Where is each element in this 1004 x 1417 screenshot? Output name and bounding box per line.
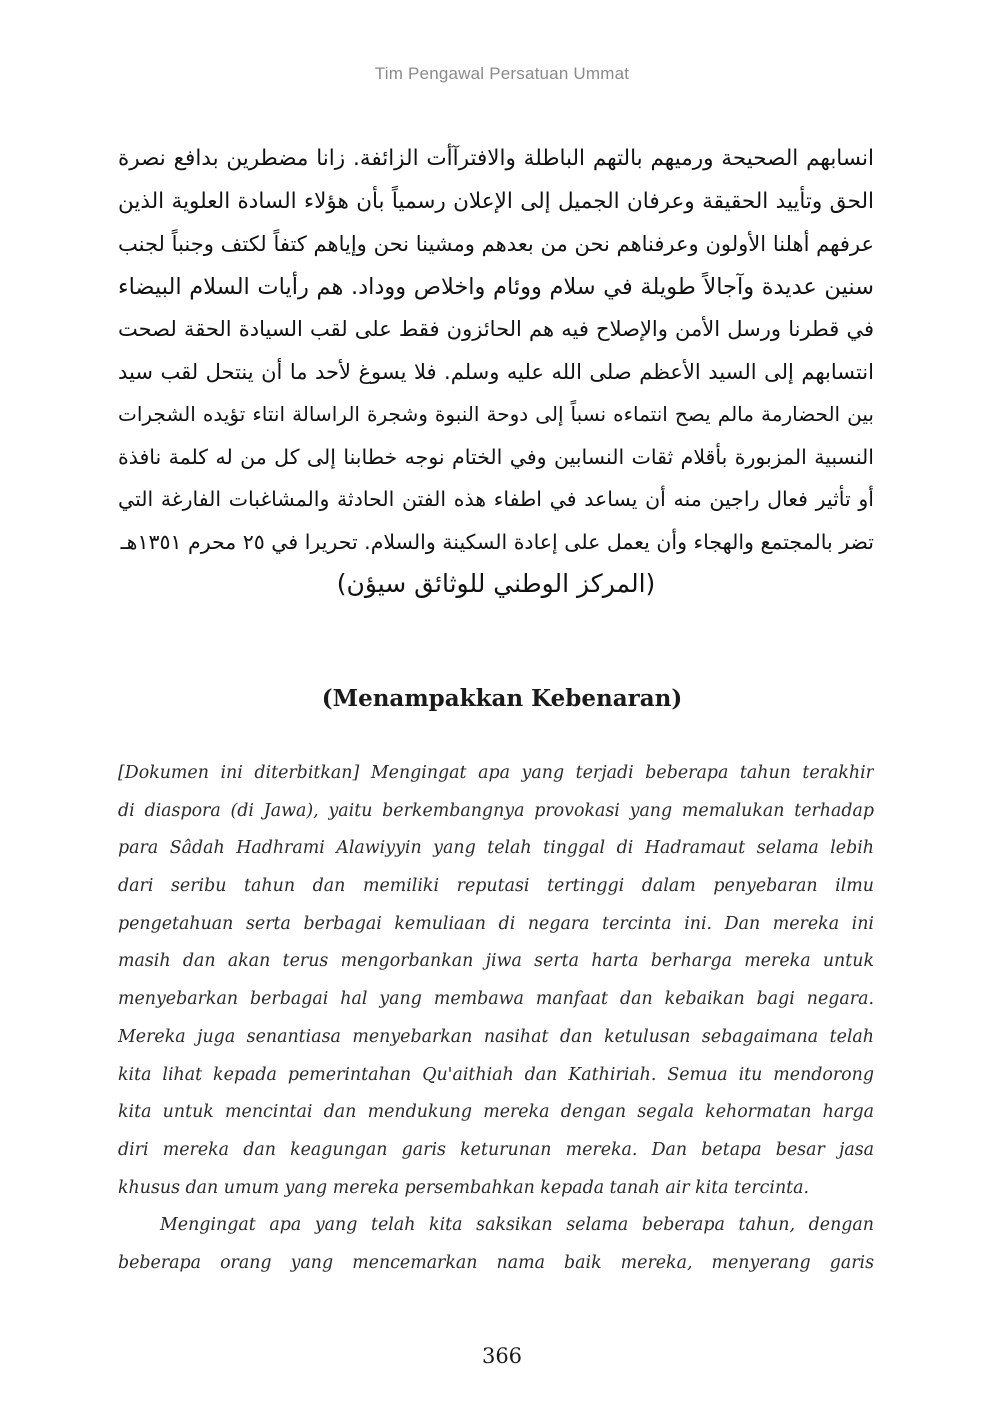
running-header: Tim Pengawal Persatuan Ummat [374, 64, 630, 83]
arabic-line: انسابهم الصحيحة ورميهم بالتهم الباطلة والافترآأت الزائفة. زانا مضطرين بدافع نصرة [118, 146, 874, 171]
body-line: pengetahuan serta berbagai kemuliaan di negara tercinta ini. Dan mereka ini [118, 913, 874, 934]
arabic-line: في قطرنا ورسل الأمن والإصلاح فيه هم الحائزون فقط على لقب السيادة الحقة لصحت [118, 317, 874, 341]
body-line: Mereka juga senantiasa menyebarkan nasihat dan ketulusan sebagaimana telah [118, 1026, 874, 1047]
body-line: Mengingat apa yang telah kita saksikan selama beberapa tahun, dengan [160, 1215, 874, 1236]
arabic-quote-block [118, 138, 874, 606]
body-line: kita untuk mencintai dan mendukung mereka dengan segala kehormatan harga [118, 1102, 874, 1123]
body-line: masih dan akan terus mengorbankan jiwa serta harta berharga mereka untuk [118, 951, 874, 972]
body-line: [Dokumen ini diterbitkan] Mengingat apa yang terjadi beberapa tahun terakhir [118, 763, 874, 783]
body-line: kita lihat kepada pemerintahan Qu'aithiah dan Kathiriah. Semua itu mendorong [118, 1064, 874, 1085]
body-line: diri mereka dan keagungan garis keturunan mereka. Dan betapa besar jasa [118, 1139, 874, 1160]
body-line: para Sâdah Hadhrami Alawiyyin yang telah tinggal di Hadramaut selama lebih [118, 838, 874, 859]
section-title: (Menampakkan Kebenaran) [321, 685, 683, 712]
arabic-line: الحق وتأييد الحقيقة وعرفان الجميل إلى الإعلان رسمياً بأن هؤلاء السادة العلوية الذين [118, 188, 874, 214]
body-line: dari seribu tahun dan memiliki reputasi tertinggi dalam penyebaran ilmu [118, 876, 874, 897]
body-text [118, 755, 874, 1283]
page-number: 366 [481, 1344, 523, 1368]
arabic-line: انتسابهم إلى السيد الأعظم صلى الله عليه وسلم. فلا يسوغ لأحد ما أن ينتحل لقب سيد [118, 359, 874, 384]
arabic-line: عرفهم أهلنا الأولون وعرفناهم نحن من بعدهم ومشينا نحن وإياهم كتفاً لكتف وجنباً لجنب [118, 232, 874, 256]
arabic-source-citation: (المركز الوطني للوثائق سيؤن) [336, 569, 656, 598]
arabic-line: النسبية المزبورة بأقلام ثقات النسابين وفي الختام نوجه خطابنا إلى كل من له كلمة نافذة [118, 444, 874, 469]
body-line: menyebarkan berbagai hal yang membawa manfaat dan kebaikan bagi negara. [118, 989, 874, 1010]
body-line: di diaspora (di Jawa), yaitu berkembangnya provokasi yang memalukan terhadap [118, 800, 874, 821]
body-line: beberapa orang yang mencemarkan nama baik mereka, menyerang garis [118, 1252, 874, 1273]
arabic-line: بين الحضارمة مالم يصح انتماءه نسباً إلى دوحة النبوة وشجرة الراسالة انتاء تؤيده الشجرات [118, 402, 874, 426]
body-line: khusus dan umum yang mereka persembahkan kepada tanah air kita tercinta. [118, 1177, 810, 1198]
arabic-line: تضر بالمجتمع والهجاء وأن يعمل على إعادة السكينة والسلام. تحريرا في ٢٥ محرم ١٣٥١هـ [120, 529, 874, 554]
arabic-line: أو تأثير فعال راجين منه أن يساعد في اطفاء هذه الفتن الحادثة والمشاغبات الفارغة التي [118, 487, 874, 511]
arabic-line: سنين عديدة وآجالاً طويلة في سلام ووئام واخلاص ووداد. هم رأيات السلام البيضاء [118, 273, 874, 300]
